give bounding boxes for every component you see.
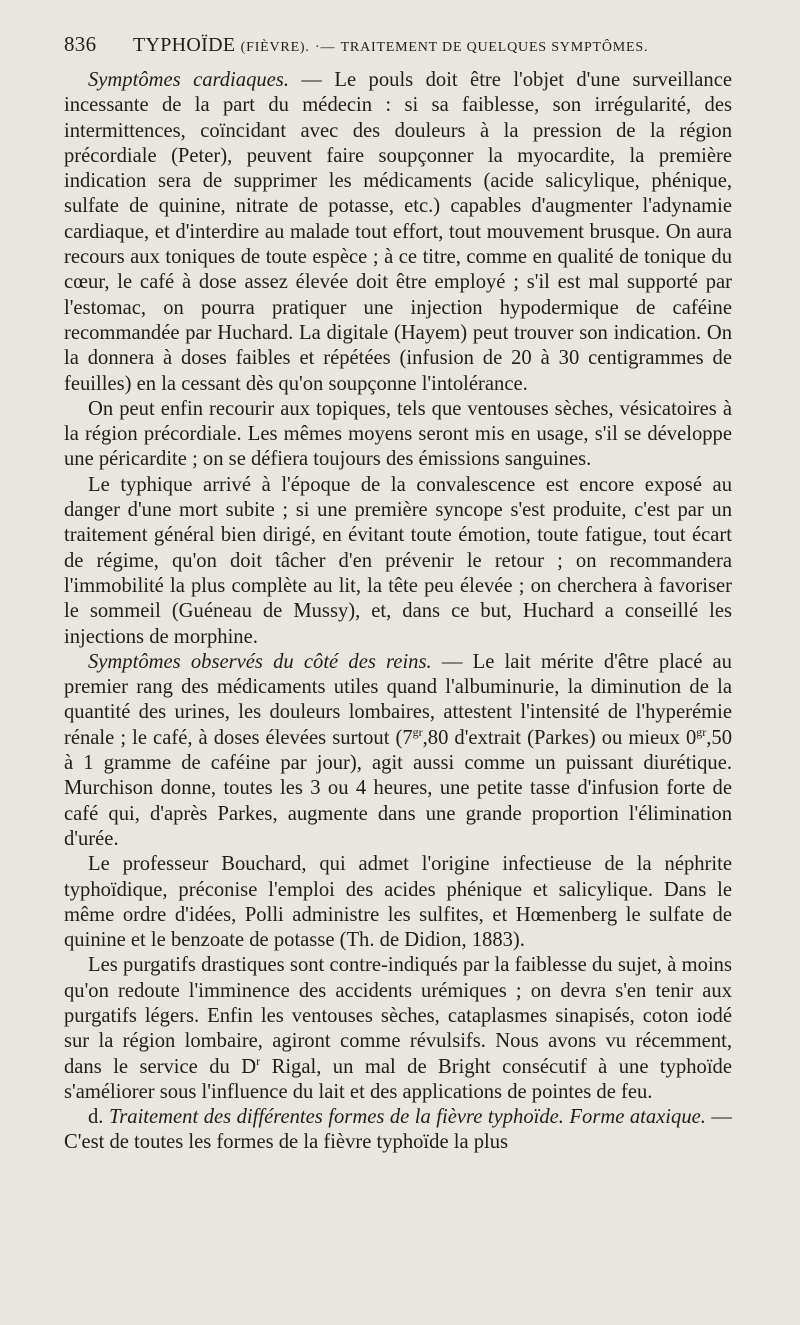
paragraph-lead-cardiac: Symptômes cardiaques.	[88, 69, 289, 91]
header-subtitle: (FIÈVRE).	[240, 40, 310, 55]
paragraph-topics	[64, 397, 732, 473]
paragraph-text: ,80 d'extrait (Parkes) ou mieux 0	[422, 726, 697, 749]
paragraph-text: Les purgatifs drastiques sont contre-indiqués par la faiblesse du sujet, à moins qu'on redoute l'imminence des accidents urémiques ; on devra s'en tenir aux purgatifs légers. Enfin les ventouses sèches, cataplasmes sinapisés, coton iodé sur la région lombaire, agiront comme révulsifs. Nous avons vu récemment, dans le service du D	[64, 954, 732, 1078]
unit-superscript: gr	[696, 724, 707, 739]
page-body	[64, 68, 732, 1156]
paragraph-kidneys	[64, 650, 732, 852]
paragraph-cardiac	[64, 68, 732, 397]
unit-superscript: gr	[412, 724, 423, 739]
paragraph-text: ,50 à 1 gramme de caféine par jour), agit aussi comme un puissant diurétique. Murchison donne, toutes les 3 ou 4 heures, une petite tasse d'infusion forte de café qui, d'après Parkes, augmente dans une grande proportion l'élimination d'urée.	[64, 726, 732, 850]
paragraph-text: — Le pouls doit être l'objet d'une surveillance incessante de la part du médecin : si sa faiblesse, son irrégularité, des intermittences, coïncidant avec des douleurs à la pression de la région précordiale (Peter), peuvent faire soupçonner la myocardite, la première indication sera de supprimer les médicaments (acide salicylique, phénique, sulfate de quinine, nitrate de potasse, etc.) capables d'augmenter l'adynamie cardiaque, et d'interdire au malade tout effort, tout mouvement brusque. On aura recours aux toniques de toute espèce ; à ce titre, comme en qualité de tonique du cœur, le café à dose assez élevée doit être employé ; s'il est mal supporté par l'estomac, on pourra pratiquer une injection hypodermique de caféine recommandée par Huchard. La digitale (Hayem) peut trouver son indication. On la donnera à doses faibles et répétées (infusion de 20 à 30 centigrammes de feuilles) en la cessant dès qu'on soupçonne l'intolérance.	[64, 69, 733, 395]
paragraph-forme-ataxique	[64, 1105, 732, 1156]
paragraph-text: — C'est de toutes les formes de la fièvre typhoïde la plus	[64, 1106, 733, 1154]
paragraph-text: Rigal, un mal de Bright consécutif à une typhoïde s'améliorer sous l'influence du lait et des applications de pointes de feu.	[64, 1055, 732, 1103]
paragraph-purgatifs	[64, 953, 732, 1105]
section-letter: d.	[88, 1106, 109, 1129]
paragraph-bouchard	[64, 852, 732, 953]
title-superscript: r	[256, 1053, 261, 1068]
paragraph-convalescence	[64, 473, 732, 650]
header-title: TYPHOÏDE	[132, 34, 236, 56]
paragraph-text: Le typhique arrivé à l'époque de la convalescence est encore exposé au danger d'une mort subite ; si une première syncope s'est produite, c'est par un traitement général bien dirigé, en évitant toute émotion, toute fatigue, tout écart de régime, qu'on doit tâcher d'en prévenir le retour ; on recommandera l'immobilité la plus complète au lit, la tête peu élevée ; on cherchera à favoriser le sommeil (Guéneau de Mussy), et, dans ce but, Huchard a conseillé les injections de morphine.	[64, 473, 732, 648]
paragraph-text: On peut enfin recourir aux topiques, tels que ventouses sèches, vésicatoires à la région précordiale. Les mêmes moyens seront mis en usage, s'il se développe une péricardite ; on se défiera toujours des émissions sanguines.	[64, 397, 732, 471]
paragraph-text: Le professeur Bouchard, qui admet l'origine infectieuse de la néphrite typhoïdique, préconise l'emploi des acides phénique et salicylique. Dans le même ordre d'idées, Polli administre les sulfites, et Hœmenberg le sulfate de quinine et le benzoate de potasse (Th. de Didion, 1883).	[64, 853, 732, 952]
paragraph-text: — Le lait mérite d'être placé au premier rang des médicaments utiles quand l'albuminurie, la diminution de la quantité des urines, les douleurs lombaires, attestent l'intensité de l'hyperémie rénale ; le café, à doses élevées surtout (7	[64, 650, 732, 749]
header-separator: ·—	[315, 40, 336, 55]
running-header	[64, 32, 744, 62]
page-number: 836	[64, 32, 97, 56]
header-section: TRAITEMENT DE QUELQUES SYMPTÔMES.	[340, 40, 649, 55]
paragraph-lead-ataxique: Traitement des différentes formes de la fièvre typhoïde. Forme ataxique.	[108, 1106, 706, 1129]
paragraph-lead-kidneys: Symptômes observés du côté des reins.	[88, 650, 432, 673]
